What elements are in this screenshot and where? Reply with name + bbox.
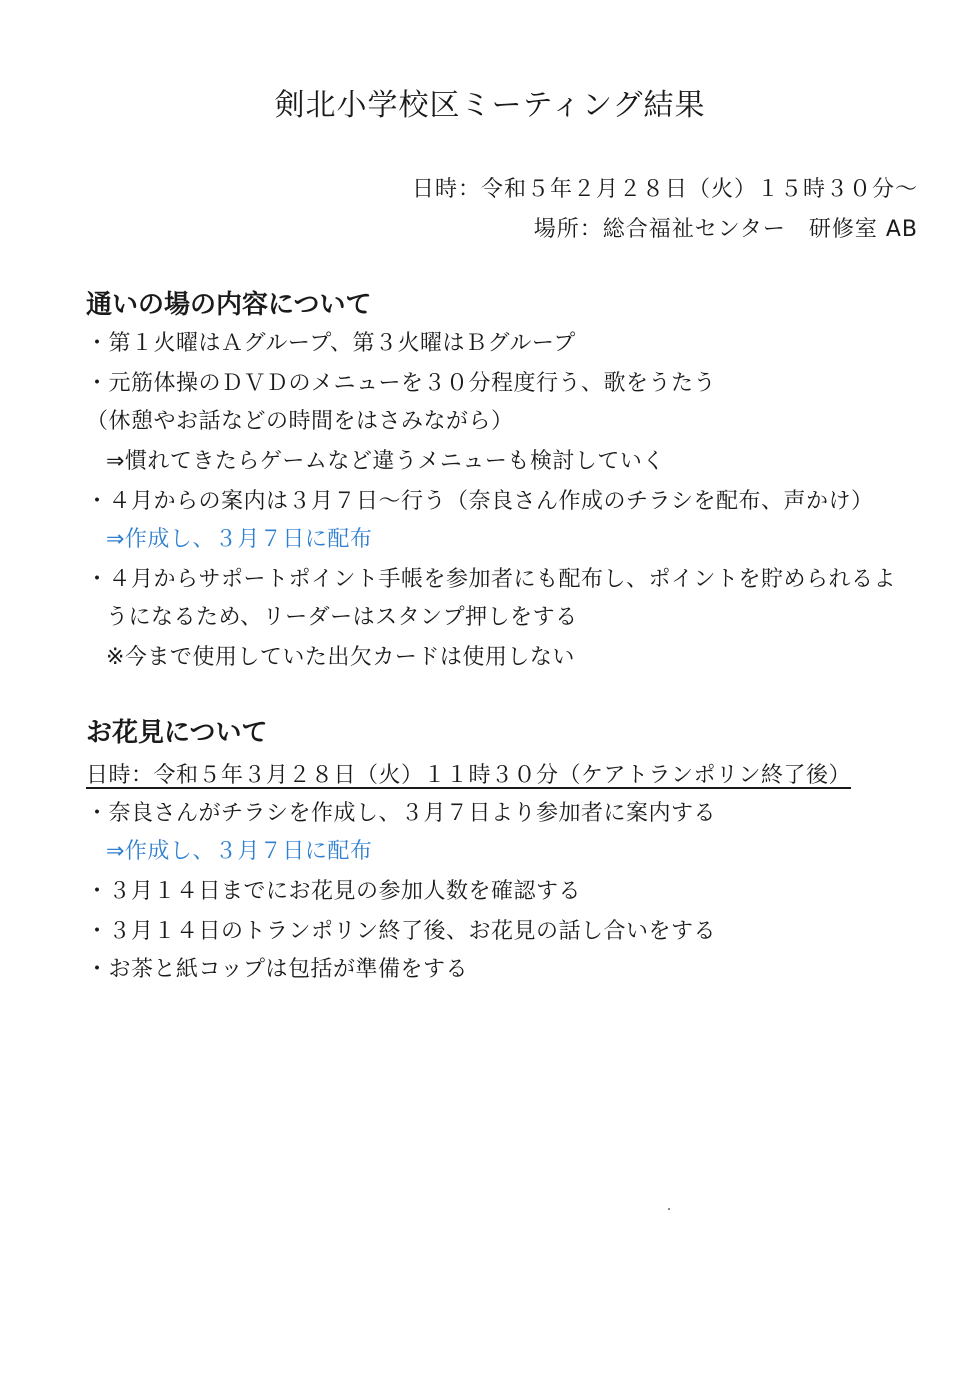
list-item: ・元筋体操のＤＶＤのメニューを３０分程度行う、歌をうたう	[86, 371, 717, 396]
list-item-continuation: うになるため、リーダーはスタンプ押しをする	[106, 605, 578, 630]
ohanami-date: 日時：令和５年３月２８日（火）１１時３０分（ケアトランポリン終了後）	[86, 763, 852, 788]
list-item-status-blue: ⇒作成し、３月７日に配布	[106, 527, 373, 552]
section-heading-kayoi: 通いの場の内容について	[86, 290, 372, 320]
scan-speck	[668, 1208, 670, 1210]
meeting-place: 場所：総合福祉センター 研修室 AB	[533, 217, 918, 242]
list-item: ・４月からサポートポイント手帳を参加者にも配布し、ポイントを貯められるよ	[86, 567, 897, 592]
document-title: 剣北小学校区ミーティング結果	[274, 88, 706, 123]
list-item: ・４月からの案内は３月７日～行う（奈良さん作成のチラシを配布、声かけ）	[86, 489, 874, 514]
list-item-continuation: （休憩やお話などの時間をはさみながら）	[86, 409, 514, 434]
list-item: ・３月１４日までにお花見の参加人数を確認する	[86, 879, 582, 904]
list-item-note: ⇒慣れてきたらゲームなど違うメニューも検討していく	[106, 449, 665, 474]
list-item-status-blue: ⇒作成し、３月７日に配布	[106, 839, 373, 864]
list-item-note: ※今まで使用していた出欠カードは使用しない	[106, 645, 575, 670]
list-item: ・第１火曜はＡグループ、第３火曜はＢグループ	[86, 331, 576, 356]
list-item: ・３月１４日のトランポリン終了後、お花見の話し合いをする	[86, 919, 717, 944]
list-item: ・奈良さんがチラシを作成し、３月７日より参加者に案内する	[86, 801, 717, 826]
meeting-date: 日時：令和５年２月２８日（火）１５時３０分～	[411, 177, 918, 202]
list-item: ・お茶と紙コップは包括が準備をする	[86, 957, 469, 982]
section-heading-ohanami: お花見について	[86, 718, 268, 748]
